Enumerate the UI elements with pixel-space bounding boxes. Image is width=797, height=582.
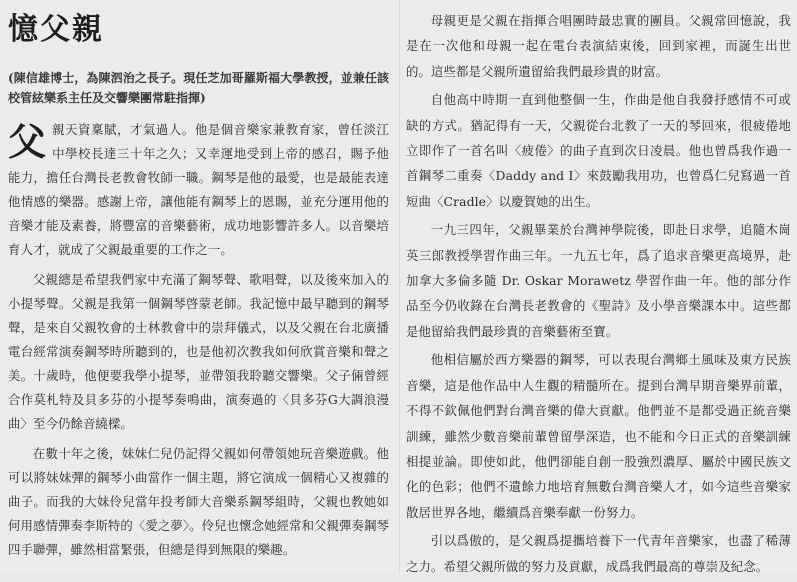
author-byline: (陳信雄博士，為陳泗治之長子。現任芝加哥羅斯福大學教授，並兼任該校管絃樂系主任及交響樂團常駐指揮) <box>8 71 389 105</box>
paragraph-1 <box>8 118 389 262</box>
right-column <box>404 0 797 582</box>
drop-cap: 父 <box>8 119 47 164</box>
left-column <box>0 0 395 568</box>
paragraph-1-text: 親天資稟賦，才氣過人。他是個音樂家兼教育家，曾任淡江中學校長達三十年之久；又幸運地受到上帝的感召，賜予他能力，擔任台灣長老教會牧師一職。鋼琴是他的最愛，也是最能表達他情感的樂器。感謝上帝，讓他能有鋼琴上的恩賜，並充分運用他的音樂才能及素養，將豐富的音樂藝術，成功地影響許多人。以音樂培育人才，就成了父親最重要的工作之一。 <box>8 122 389 257</box>
article-title: 憶父親 <box>8 12 104 47</box>
paragraph-6: 一九三四年，父親畢業於台灣神學院後，即赴日求學，追隨木崗英三郎教授學習作曲三年。一九五七年，爲了追求音樂更高境界，赴加拿大多倫多隨 Dr. Oskar Morawetz 學習作曲一年。他的部分作品至今仍收錄在台灣長老教會的《聖詩》及小學音樂課本中。這些都是他留給我們最珍貴的音樂藝術至寶。 <box>406 222 791 339</box>
paragraph-3: 在數十年之後，妹妹仁兒仍記得父親如何帶領她玩音樂遊戲。他可以將妹妹彈的鋼琴小曲當作一個主題，將它演成一個精心又複雜的曲子。而我的大妹伶兒當年投考師大音樂系鋼琴組時，父親也教她如何用感情彈奏李斯特的〈愛之夢〉。伶兒也懷念她經常和父親彈奏鋼琴四手聯彈，雖然相當緊張，但總是得到無限的樂趣。 <box>8 446 390 557</box>
paragraph-8: 引以爲傲的，是父親爲提攜培養下一代青年音樂家，也盡了稀薄之力。希望父親所做的努力及貢獻，成爲我們最高的尊崇及紀念。 <box>406 533 791 574</box>
paragraph-5: 自他高中時期一直到他整個一生，作曲是他自我發抒感情不可或缺的方式。猶記得有一天，父親從台北教了一天的琴回來，很疲倦地立即作了一首名叫〈疲倦〉的曲子直到次日凌晨。他也曾爲我作過一首鋼琴二重奏〈Daddy and I〉來鼓勵我用功，也曾爲仁兒寫過一首短曲〈Cradle〉以慶賀她的出生。 <box>406 92 791 209</box>
paragraph-2: 父親總是希望我們家中充滿了鋼琴聲、歌唱聲，以及後來加入的小提琴聲。父親是我第一個鋼琴啓蒙老師。我記憶中最早聽到的鋼琴聲，是來自父親牧會的士林教會中的崇拜儀式，以及父親在台北廣播電台經常演奏鋼琴時所聽到的，也是他初次教我如何欣賞音樂和聲之美。十歲時，他便要我學小提琴，並帶領我聆聽交響樂。父子倆曾經合作莫札特及貝多芬的小提琴奏鳴曲，演奏過的〈貝多芬G大調浪漫曲〉至今仍餘音繞樑。 <box>8 272 389 431</box>
paragraph-7: 他相信屬於西方樂器的鋼琴，可以表現台灣鄉土風味及東方民族音樂，這是他作品中人生觀的精髓所在。提到台灣早期音樂界前輩，不得不欽佩他們對台灣音樂的偉大貢獻。他們並不是都受過正統音樂訓練，雖然少數音樂前輩曾留學深造，也不能和今日正式的音樂訓練相提並論。即使如此，他們卻能自創一股強烈濃厚、屬於中國民族文化的色彩；他們不遺餘力地培育無數台灣音樂人才，如今這些音樂家散居世界各地，繼續爲音樂奉獻一份努力。 <box>406 352 791 520</box>
column-divider <box>399 0 400 574</box>
paragraph-4: 母親更是父親在指揮合唱團時最忠實的團員。父親常回憶說，我是在一次他和母親一起在電台表演結束後，回到家裡，而誕生出世的。這些都是父親所遺留給我們最珍貴的財富。 <box>406 13 791 79</box>
